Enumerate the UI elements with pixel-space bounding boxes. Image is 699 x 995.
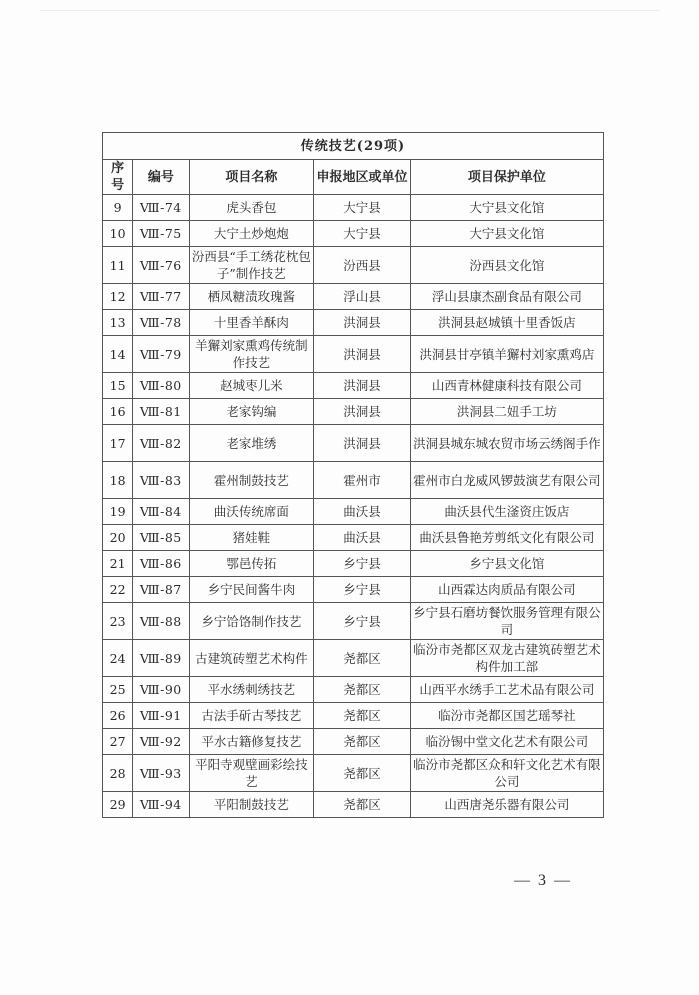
cell-no: 16 bbox=[103, 399, 133, 425]
cell-region: 尧都区 bbox=[314, 792, 411, 818]
cell-region: 曲沃县 bbox=[314, 499, 411, 525]
cell-unit: 山西平水绣手工艺术品有限公司 bbox=[410, 677, 603, 703]
cell-name: 霍州制鼓技艺 bbox=[189, 462, 314, 499]
cell-no: 19 bbox=[103, 499, 133, 525]
cell-code: Ⅷ-81 bbox=[133, 399, 189, 425]
cell-no: 23 bbox=[103, 603, 133, 640]
cell-region: 尧都区 bbox=[314, 677, 411, 703]
cell-name: 羊獬刘家熏鸡传统制作技艺 bbox=[189, 336, 314, 373]
table-row bbox=[103, 677, 604, 703]
cell-no: 17 bbox=[103, 425, 133, 462]
cell-region: 洪洞县 bbox=[314, 310, 411, 336]
cell-unit: 山西霖达肉质品有限公司 bbox=[410, 577, 603, 603]
cell-region: 乡宁县 bbox=[314, 551, 411, 577]
cell-name: 古法手斫古琴技艺 bbox=[189, 703, 314, 729]
cell-unit: 洪洞县二妞手工坊 bbox=[410, 399, 603, 425]
cell-unit: 大宁县文化馆 bbox=[410, 221, 603, 247]
table-row bbox=[103, 373, 604, 399]
cell-unit: 山西青林健康科技有限公司 bbox=[410, 373, 603, 399]
cell-name: 赵城枣儿米 bbox=[189, 373, 314, 399]
cell-code: Ⅷ-74 bbox=[133, 195, 189, 221]
cell-unit: 浮山县康杰副食品有限公司 bbox=[410, 284, 603, 310]
cell-name: 鄂邑传拓 bbox=[189, 551, 314, 577]
cell-name: 平水绣刺绣技艺 bbox=[189, 677, 314, 703]
heritage-table bbox=[102, 132, 604, 818]
cell-code: Ⅷ-76 bbox=[133, 247, 189, 284]
cell-no: 9 bbox=[103, 195, 133, 221]
table-row bbox=[103, 640, 604, 677]
table-row bbox=[103, 729, 604, 755]
cell-no: 13 bbox=[103, 310, 133, 336]
table-row bbox=[103, 399, 604, 425]
table-row bbox=[103, 755, 604, 792]
cell-code: Ⅷ-84 bbox=[133, 499, 189, 525]
table-title: 传统技艺(29项) bbox=[103, 133, 604, 160]
table-row bbox=[103, 462, 604, 499]
cell-code: Ⅷ-90 bbox=[133, 677, 189, 703]
cell-no: 26 bbox=[103, 703, 133, 729]
cell-region: 洪洞县 bbox=[314, 425, 411, 462]
table-row bbox=[103, 525, 604, 551]
cell-no: 15 bbox=[103, 373, 133, 399]
cell-name: 平阳寺观壁画彩绘技艺 bbox=[189, 755, 314, 792]
cell-unit: 乡宁县石磨坊餐饮服务管理有限公司 bbox=[410, 603, 603, 640]
cell-unit: 临汾市尧都区众和轩文化艺术有限公司 bbox=[410, 755, 603, 792]
cell-code: Ⅷ-87 bbox=[133, 577, 189, 603]
cell-no: 21 bbox=[103, 551, 133, 577]
cell-region: 乡宁县 bbox=[314, 577, 411, 603]
table-row bbox=[103, 247, 604, 284]
cell-name: 虎头香包 bbox=[189, 195, 314, 221]
cell-no: 12 bbox=[103, 284, 133, 310]
cell-name: 大宁土炒炮炮 bbox=[189, 221, 314, 247]
cell-code: Ⅷ-79 bbox=[133, 336, 189, 373]
cell-region: 尧都区 bbox=[314, 755, 411, 792]
cell-code: Ⅷ-75 bbox=[133, 221, 189, 247]
table-row bbox=[103, 310, 604, 336]
cell-code: Ⅷ-78 bbox=[133, 310, 189, 336]
cell-region: 洪洞县 bbox=[314, 373, 411, 399]
table-row bbox=[103, 195, 604, 221]
table-row bbox=[103, 221, 604, 247]
cell-name: 乡宁饸饹制作技艺 bbox=[189, 603, 314, 640]
cell-no: 14 bbox=[103, 336, 133, 373]
header-name: 项目名称 bbox=[189, 160, 314, 195]
cell-unit: 洪洞县甘亭镇羊獬村刘家熏鸡店 bbox=[410, 336, 603, 373]
cell-region: 乡宁县 bbox=[314, 603, 411, 640]
page-number: — 3 — bbox=[514, 872, 572, 889]
cell-no: 29 bbox=[103, 792, 133, 818]
cell-unit: 临汾锡中堂文化艺术有限公司 bbox=[410, 729, 603, 755]
header-no: 序号 bbox=[103, 160, 133, 195]
cell-code: Ⅷ-83 bbox=[133, 462, 189, 499]
cell-unit: 曲沃县代生滏资庄饭店 bbox=[410, 499, 603, 525]
cell-region: 汾西县 bbox=[314, 247, 411, 284]
cell-code: Ⅷ-94 bbox=[133, 792, 189, 818]
cell-name: 栖凤糖渍玫瑰酱 bbox=[189, 284, 314, 310]
cell-unit: 曲沃县鲁艳芳剪纸文化有限公司 bbox=[410, 525, 603, 551]
cell-unit: 大宁县文化馆 bbox=[410, 195, 603, 221]
cell-unit: 乡宁县文化馆 bbox=[410, 551, 603, 577]
cell-name: 平水古籍修复技艺 bbox=[189, 729, 314, 755]
cell-name: 猪娃鞋 bbox=[189, 525, 314, 551]
table-body bbox=[103, 195, 604, 818]
cell-name: 乡宁民间酱牛肉 bbox=[189, 577, 314, 603]
table-row bbox=[103, 284, 604, 310]
cell-unit: 临汾市尧都区双龙古建筑砖塑艺术构件加工部 bbox=[410, 640, 603, 677]
cell-region: 大宁县 bbox=[314, 195, 411, 221]
cell-name: 曲沃传统席面 bbox=[189, 499, 314, 525]
cell-code: Ⅷ-86 bbox=[133, 551, 189, 577]
cell-unit: 洪洞县城东城农贸市场云绣阁手作 bbox=[410, 425, 603, 462]
cell-unit: 霍州市白龙威风锣鼓演艺有限公司 bbox=[410, 462, 603, 499]
table-row bbox=[103, 603, 604, 640]
cell-code: Ⅷ-77 bbox=[133, 284, 189, 310]
cell-code: Ⅷ-92 bbox=[133, 729, 189, 755]
cell-code: Ⅷ-93 bbox=[133, 755, 189, 792]
table-row bbox=[103, 792, 604, 818]
table-row bbox=[103, 551, 604, 577]
cell-no: 18 bbox=[103, 462, 133, 499]
cell-unit: 洪洞县赵城镇十里香饭店 bbox=[410, 310, 603, 336]
cell-region: 霍州市 bbox=[314, 462, 411, 499]
cell-name: 十里香羊酥肉 bbox=[189, 310, 314, 336]
cell-region: 尧都区 bbox=[314, 729, 411, 755]
cell-no: 24 bbox=[103, 640, 133, 677]
cell-code: Ⅷ-82 bbox=[133, 425, 189, 462]
cell-no: 10 bbox=[103, 221, 133, 247]
cell-region: 曲沃县 bbox=[314, 525, 411, 551]
cell-name: 古建筑砖塑艺术构件 bbox=[189, 640, 314, 677]
cell-region: 洪洞县 bbox=[314, 399, 411, 425]
table-row bbox=[103, 336, 604, 373]
cell-region: 尧都区 bbox=[314, 640, 411, 677]
table-row bbox=[103, 577, 604, 603]
cell-name: 汾西县“手工绣花枕包子”制作技艺 bbox=[189, 247, 314, 284]
cell-no: 25 bbox=[103, 677, 133, 703]
cell-region: 洪洞县 bbox=[314, 336, 411, 373]
cell-no: 28 bbox=[103, 755, 133, 792]
scan-edge-line bbox=[40, 10, 660, 11]
cell-region: 大宁县 bbox=[314, 221, 411, 247]
header-unit: 项目保护单位 bbox=[410, 160, 603, 195]
cell-code: Ⅷ-89 bbox=[133, 640, 189, 677]
header-code: 编号 bbox=[133, 160, 189, 195]
cell-code: Ⅷ-91 bbox=[133, 703, 189, 729]
cell-unit: 汾西县文化馆 bbox=[410, 247, 603, 284]
cell-no: 11 bbox=[103, 247, 133, 284]
cell-name: 平阳制鼓技艺 bbox=[189, 792, 314, 818]
cell-region: 尧都区 bbox=[314, 703, 411, 729]
cell-name: 老家钩编 bbox=[189, 399, 314, 425]
table-row bbox=[103, 703, 604, 729]
cell-no: 22 bbox=[103, 577, 133, 603]
header-region: 申报地区或单位 bbox=[314, 160, 411, 195]
cell-region: 浮山县 bbox=[314, 284, 411, 310]
table-row bbox=[103, 425, 604, 462]
cell-code: Ⅷ-88 bbox=[133, 603, 189, 640]
header-row bbox=[103, 160, 604, 195]
cell-code: Ⅷ-80 bbox=[133, 373, 189, 399]
table-row bbox=[103, 499, 604, 525]
cell-unit: 山西唐尧乐器有限公司 bbox=[410, 792, 603, 818]
cell-no: 20 bbox=[103, 525, 133, 551]
cell-name: 老家堆绣 bbox=[189, 425, 314, 462]
cell-unit: 临汾市尧都区国艺瑶琴社 bbox=[410, 703, 603, 729]
cell-no: 27 bbox=[103, 729, 133, 755]
cell-code: Ⅷ-85 bbox=[133, 525, 189, 551]
